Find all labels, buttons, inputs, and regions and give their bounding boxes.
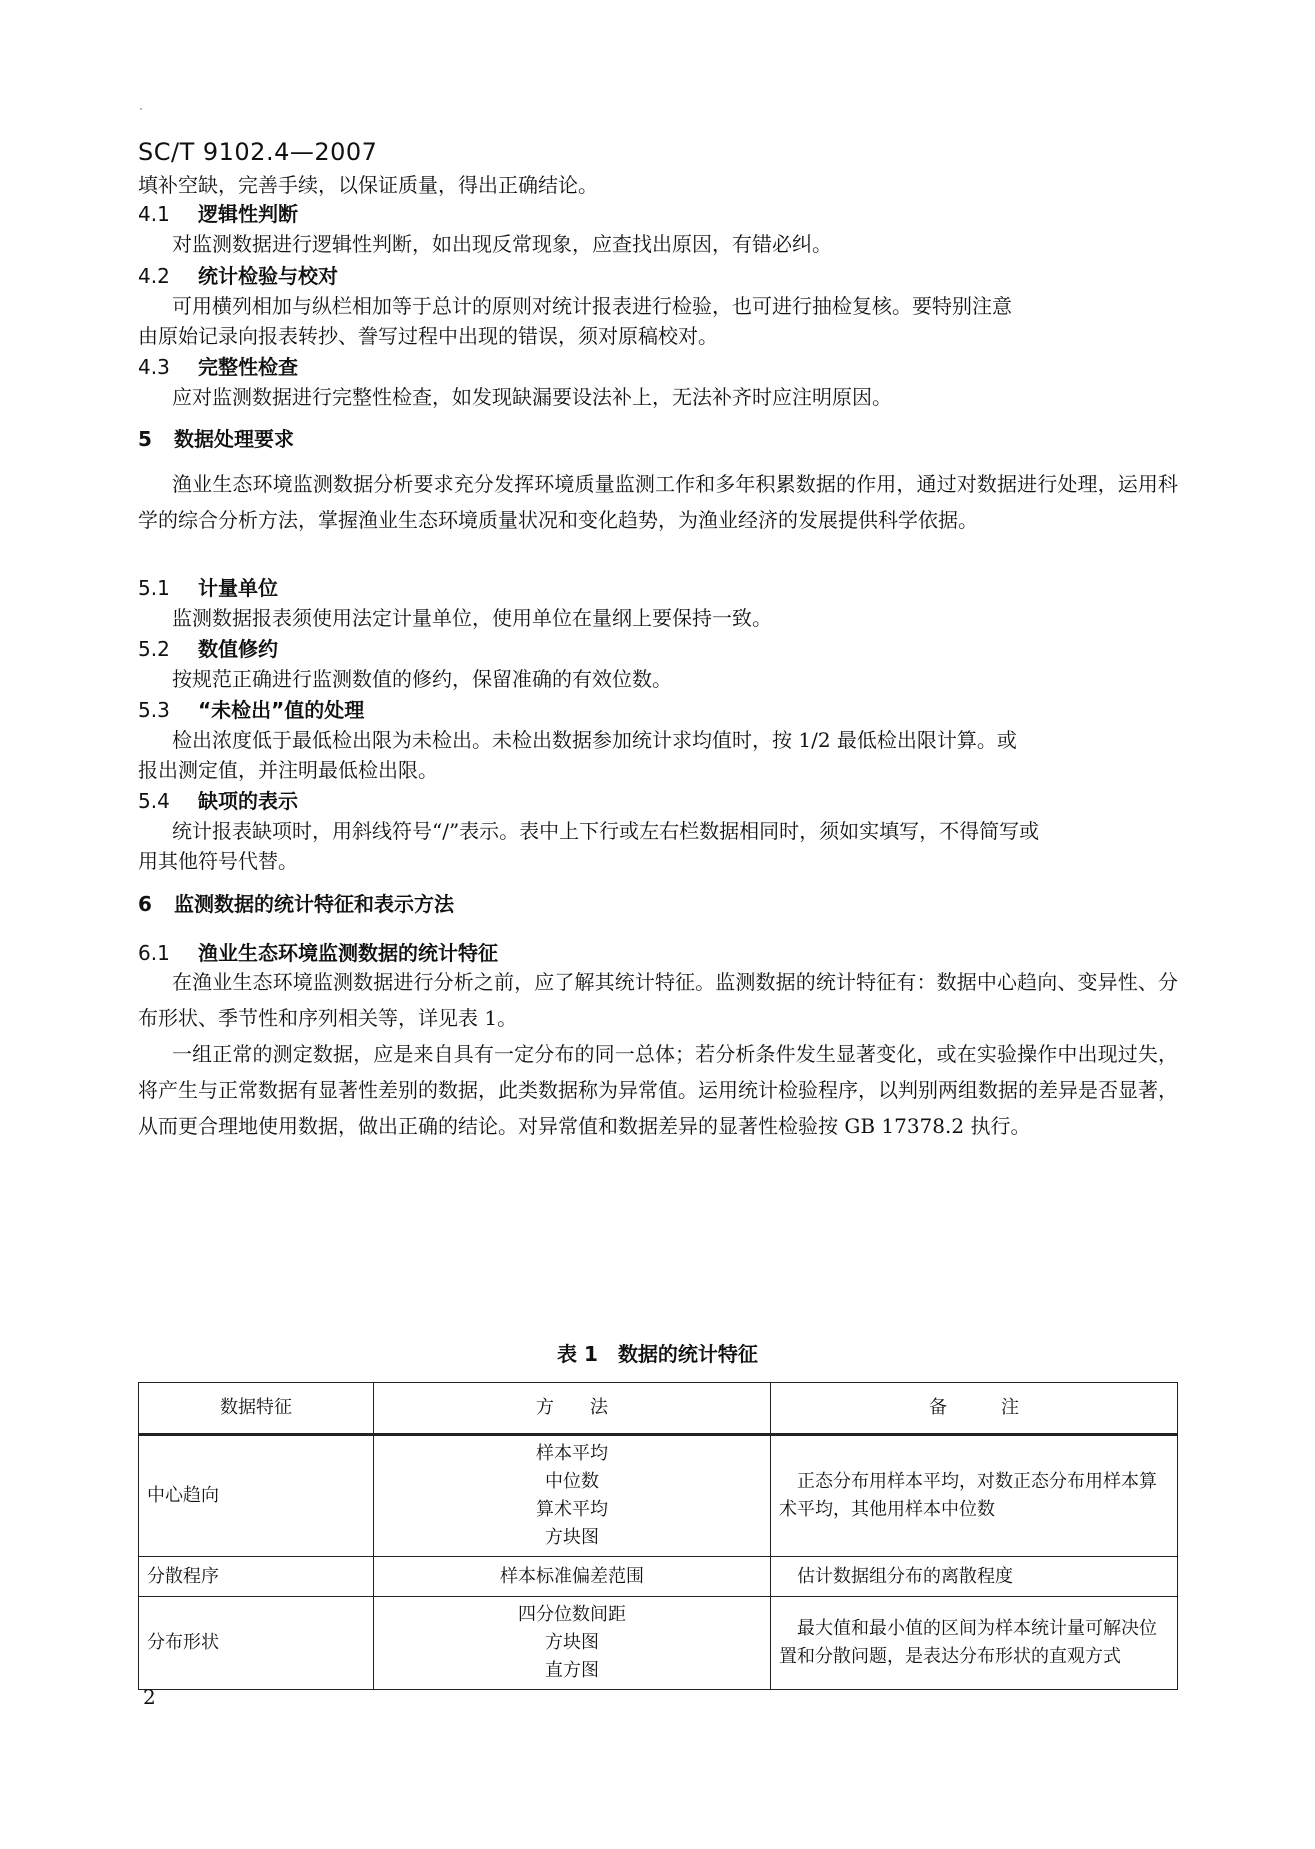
section-number: 4.1 <box>138 202 170 226</box>
section-title: 缺项的表示 <box>198 789 298 813</box>
cell-methods <box>374 1557 771 1597</box>
heading-4-1 <box>138 199 298 229</box>
cell-note: 最大值和最小值的区间为样本统计量可解决位置和分散问题，是表达分布形状的直观方式 <box>771 1597 1178 1690</box>
section-number: 4.2 <box>138 264 170 288</box>
section-title: 统计检验与校对 <box>198 264 338 288</box>
cell-feature: 分布形状 <box>139 1597 374 1690</box>
table-title: 数据的统计特征 <box>617 1342 758 1366</box>
heading-4-3 <box>138 352 298 382</box>
scan-mark <box>140 108 142 110</box>
heading-6 <box>138 889 454 919</box>
section-title: “未检出”值的处理 <box>198 698 365 722</box>
column-header-note: 备 注 <box>771 1383 1178 1435</box>
cell-feature: 中心趋向 <box>139 1435 374 1557</box>
section-5-4-text-2: 用其他符号代替。 <box>138 849 298 873</box>
heading-4-2 <box>138 261 338 291</box>
column-header-feature: 数据特征 <box>139 1383 374 1435</box>
section-number: 6.1 <box>138 941 170 965</box>
chapter-number: 5 <box>138 427 152 451</box>
section-5-2-text: 按规范正确进行监测数值的修约，保留准确的有效位数。 <box>172 667 672 691</box>
statistics-table <box>138 1382 1178 1690</box>
section-6-1-paragraph-2: 一组正常的测定数据，应是来自具有一定分布的同一总体；若分析条件发生显著变化，或在实验操作中出现过失，将产生与正常数据有显著性差别的数据，此类数据称为异常值。运用统计检验程序，以判别两组数据的差异是否显著，从而更合理地使用数据，做出正确的结论。对异常值和数据差异的显著性检验按 GB 17378.2 执行。 <box>138 1042 1178 1138</box>
method-item: 直方图 <box>545 1660 599 1681</box>
table-caption <box>0 1338 1315 1367</box>
section-4-2-text-2: 由原始记录向报表转抄、誊写过程中出现的错误，须对原稿校对。 <box>138 324 718 348</box>
cell-note: 估计数据组分布的离散程度 <box>771 1557 1178 1597</box>
page-number: 2 <box>143 1685 156 1709</box>
cell-methods <box>374 1597 771 1690</box>
method-item: 样本平均 <box>536 1443 608 1464</box>
section-title: 数值修约 <box>198 637 278 661</box>
cell-note: 正态分布用样本平均，对数正态分布用样本算术平均，其他用样本中位数 <box>771 1435 1178 1557</box>
method-item: 样本标准偏差范围 <box>500 1565 644 1587</box>
chapter-title: 数据处理要求 <box>174 427 294 451</box>
section-4-3-text: 应对监测数据进行完整性检查，如发现缺漏要设法补上，无法补齐时应注明原因。 <box>172 385 892 409</box>
heading-5 <box>138 424 294 454</box>
section-number: 5.1 <box>138 576 170 600</box>
section-title: 计量单位 <box>198 576 278 600</box>
table-header-row <box>139 1383 1178 1435</box>
section-number: 5.4 <box>138 789 170 813</box>
section-4-2-text-1: 可用横列相加与纵栏相加等于总计的原则对统计报表进行检验，也可进行抽检复核。要特别注意 <box>172 294 1012 318</box>
method-item: 方块图 <box>545 1527 599 1548</box>
standard-code: SC/T 9102.4—2007 <box>138 138 378 166</box>
section-5-4-text-1: 统计报表缺项时，用斜线符号“/”表示。表中上下行或左右栏数据相同时，须如实填写，不得简写或 <box>172 819 1040 843</box>
table-row <box>139 1597 1178 1690</box>
method-item: 方块图 <box>545 1632 599 1653</box>
method-item: 中位数 <box>545 1471 599 1492</box>
table-row <box>139 1557 1178 1597</box>
section-number: 5.2 <box>138 637 170 661</box>
method-item: 四分位数间距 <box>518 1604 626 1625</box>
method-item: 算术平均 <box>536 1499 608 1520</box>
section-title: 完整性检查 <box>198 355 298 379</box>
table-row <box>139 1435 1178 1557</box>
table-number: 表 1 <box>557 1342 598 1366</box>
chapter-number: 6 <box>138 892 152 916</box>
section-number: 4.3 <box>138 355 170 379</box>
intro-line: 填补空缺，完善手续，以保证质量，得出正确结论。 <box>138 173 598 197</box>
heading-5-1 <box>138 573 278 603</box>
section-5-3-text-2: 报出测定值，并注明最低检出限。 <box>138 758 438 782</box>
section-5-paragraph: 渔业生态环境监测数据分析要求充分发挥环境质量监测工作和多年积累数据的作用，通过对数据进行处理，运用科学的综合分析方法，掌握渔业生态环境质量状况和变化趋势，为渔业经济的发展提供科学依据。 <box>138 472 1178 532</box>
cell-methods <box>374 1435 771 1557</box>
heading-5-3 <box>138 695 364 725</box>
section-title: 逻辑性判断 <box>198 202 298 226</box>
section-4-1-text: 对监测数据进行逻辑性判断，如出现反常现象，应查找出原因，有错必纠。 <box>172 232 832 256</box>
cell-feature: 分散程序 <box>139 1557 374 1597</box>
section-5-1-text: 监测数据报表须使用法定计量单位，使用单位在量纲上要保持一致。 <box>172 606 772 630</box>
section-5-3-text-1: 检出浓度低于最低检出限为未检出。未检出数据参加统计求均值时，按 1/2 最低检出限计算。或 <box>172 728 1017 752</box>
heading-5-4 <box>138 786 298 816</box>
heading-5-2 <box>138 634 278 664</box>
section-title: 渔业生态环境监测数据的统计特征 <box>198 941 498 965</box>
column-header-method: 方 法 <box>374 1383 771 1435</box>
chapter-title: 监测数据的统计特征和表示方法 <box>174 892 454 916</box>
section-number: 5.3 <box>138 698 170 722</box>
section-6-1-paragraph-1: 在渔业生态环境监测数据进行分析之前，应了解其统计特征。监测数据的统计特征有：数据中心趋向、变异性、分布形状、季节性和序列相关等，详见表 1。 <box>138 970 1178 1030</box>
